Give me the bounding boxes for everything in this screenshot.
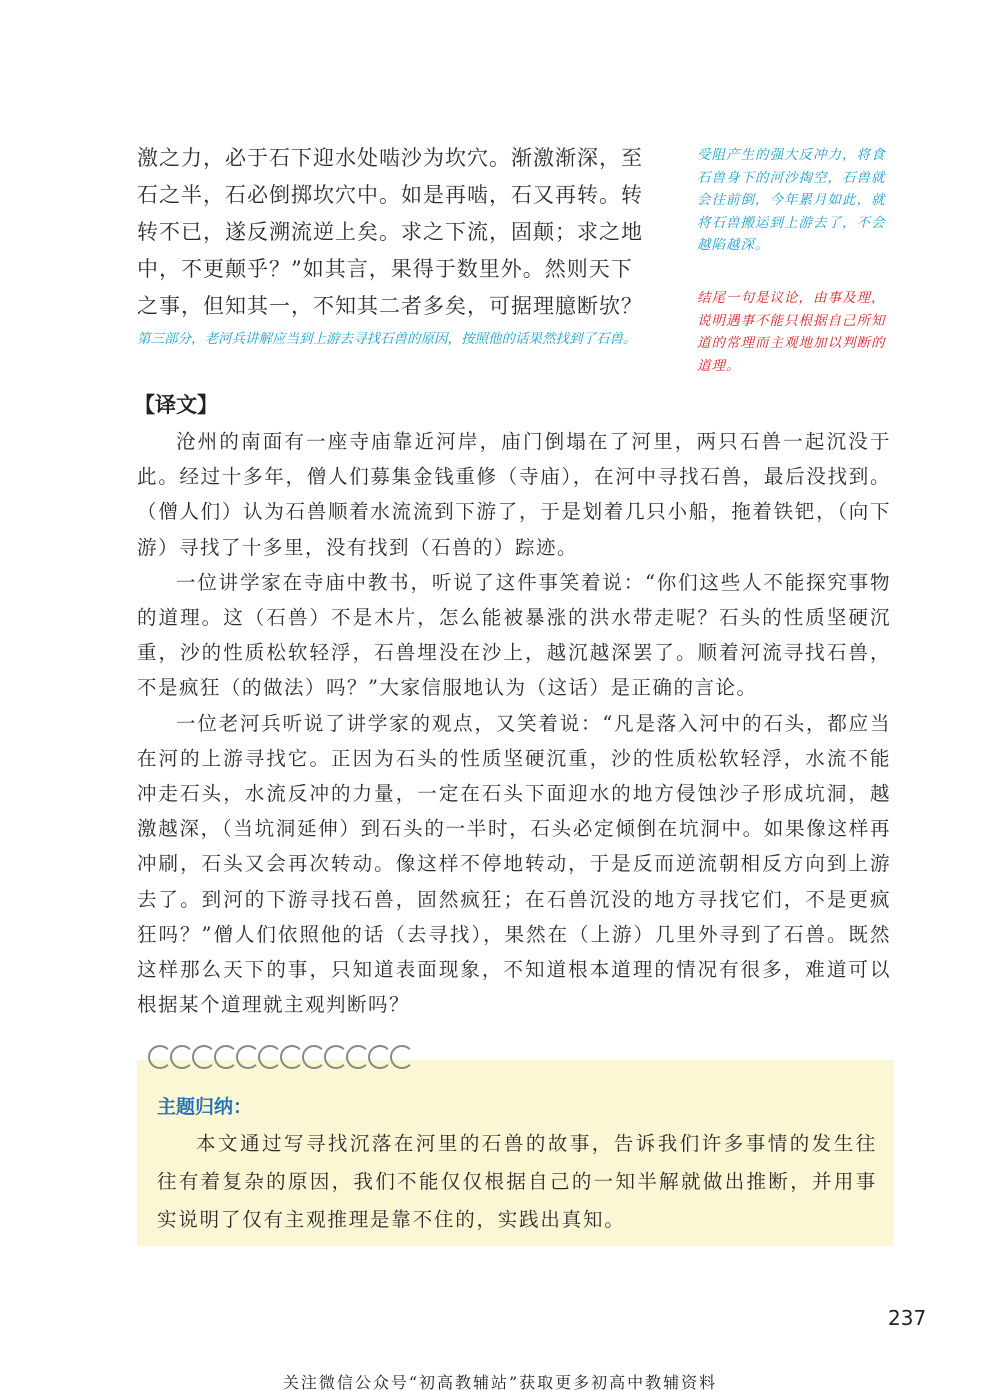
translation-paragraph: 沧州的南面有一座寺庙靠近河岸，庙门倒塌在了河里，两只石兽一起沉没于此。经过十多年，僧人们募集金钱重修（寺庙），在河中寻找石兽，最后没找到。（僧人们）认为石兽顺着水流流到下游了，于是划着几只小船，拖着铁钯，（向下游）寻找了十多里，没有找到（石兽的）踪迹。 bbox=[137, 430, 891, 559]
original-line: 中，不更颠乎？”如其言，果得于数里外。然则天下 bbox=[137, 257, 633, 281]
footer-note: 关注微信公众号“初高教辅站”获取更多初高中教辅资料 bbox=[282, 1373, 718, 1392]
translation-heading: 【译文】 bbox=[134, 393, 218, 417]
theme-text: 本文通过写寻找沉落在河里的石兽的故事，告诉我们许多事情的发生往往有着复杂的原因，我们不能仅仅根据自己的一知半解就做出推断，并用事实说明了仅有主观推理是靠不住的，实践出真知。 bbox=[157, 1132, 877, 1231]
side-note-blue: 受阻产生的强大反冲力，将食石兽身下的河沙掏空，石兽就会往前倒，今年累月如此，就将石兽搬运到上游去了，不会越陷越深。 bbox=[697, 147, 886, 253]
original-line: 石之半，石必倒掷坎穴中。如是再啮，石又再转。转 bbox=[137, 183, 643, 207]
translation-paragraph: 一位老河兵听说了讲学家的观点，又笑着说：“凡是落入河中的石头，都应当在河的上游寻找它。正因为石头的性质坚硬沉重，沙的性质松软轻浮，水流不能冲走石头，水流反冲的力量，一定在石头下面迎水的地方侵蚀沙子形成坑洞，越激越深，（当坑洞延伸）到石头的一半时，石头必定倾倒在坑洞中。如果像这样再冲刷，石头又会再次转动。像这样不停地转动，于是反而逆流朝相反方向到上游去了。到河的下游寻找石兽，固然疯狂；在石兽沉没的地方寻找它们，不是更疯狂吗？”僧人们依照他的话（去寻找），果然在（上游）几里外寻到了石兽。既然这样那么天下的事，只知道表面现象，不知道根本道理的情况有很多，难道可以根据某个道理就主观判断吗？ bbox=[137, 711, 891, 1017]
original-line: 之事，但知其一，不知其二者多矣，可据理臆断欤？ bbox=[137, 294, 643, 318]
original-line: 转不已，遂反溯流逆上矣。求之下流，固颠；求之地 bbox=[137, 220, 643, 244]
original-line: 激之力，必于石下迎水处啮沙为坎穴。渐激渐深，至 bbox=[137, 146, 643, 170]
theme-title: 主题归纳： bbox=[157, 1096, 253, 1118]
page-number: 237 bbox=[888, 1306, 927, 1330]
original-text bbox=[137, 140, 665, 325]
side-note-red: 结尾一句是议论，由事及理，说明遇事不能只根据自己所知道的常理而主观地加以判断的道理。 bbox=[697, 290, 886, 374]
translation-paragraph: 一位讲学家在寺庙中教书，听说了这件事笑着说：“你们这些人不能探究事物的道理。这（石兽）不是木片，怎么能被暴涨的洪水带走呢？石头的性质坚硬沉重，沙的性质松软轻浮，石兽埋没在沙上，越沉越深罢了。顺着河流寻找石兽，不是疯狂（的做法）吗？”大家信服地认为（这话）是正确的言论。 bbox=[137, 570, 891, 700]
translation-body bbox=[137, 424, 891, 1022]
section-note: 第三部分，老河兵讲解应当到上游去寻找石兽的原因，按照他的话果然找到了石兽。 bbox=[137, 331, 637, 347]
spiral-binding-decoration bbox=[148, 1045, 412, 1073]
